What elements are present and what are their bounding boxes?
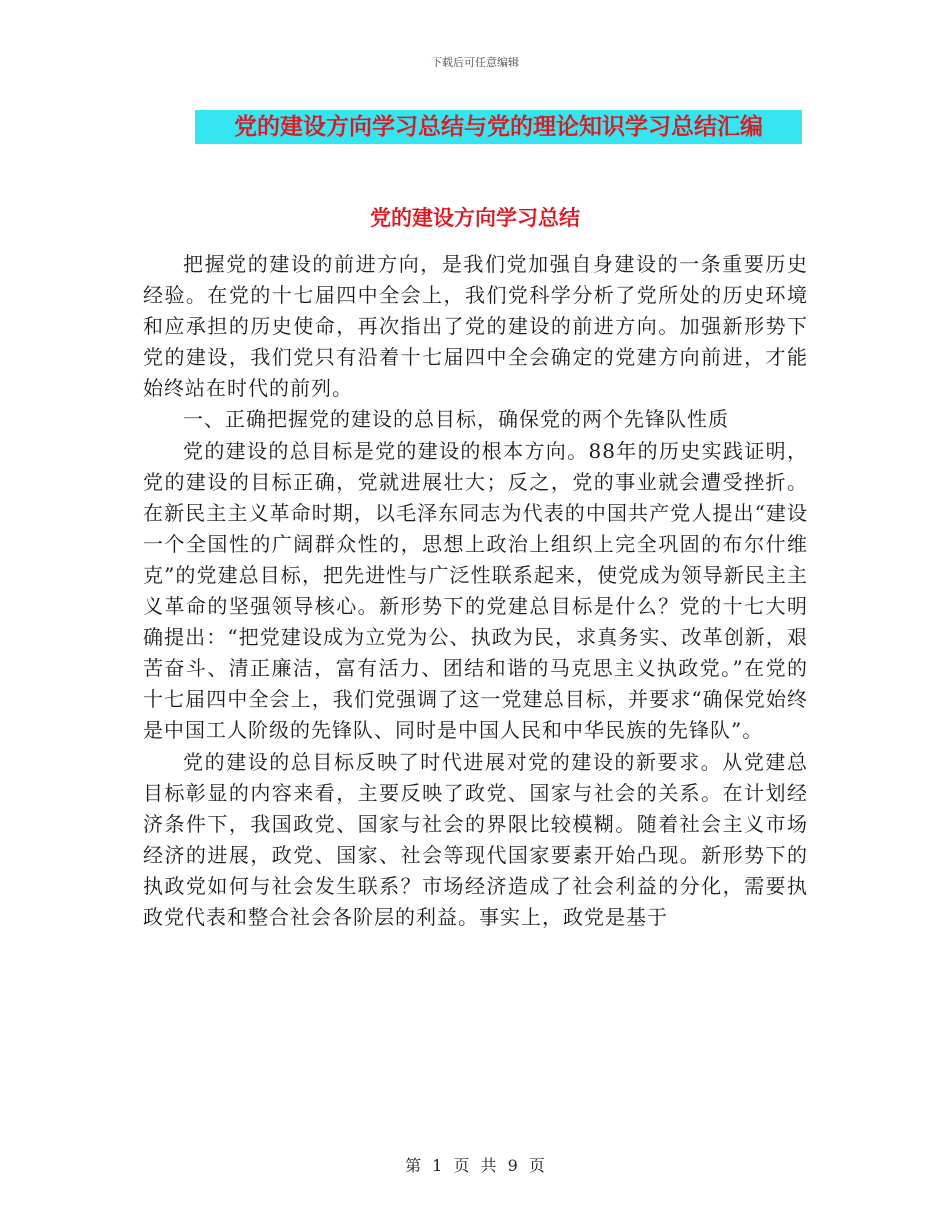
paragraph: 把握党的建设的前进方向，是我们党加强自身建设的一条重要历史经验。在党的十七届四中全会上，我们党科学分析了党所处的历史环境和应承担的历史使命，再次指出了党的建设的前进方向。加强新形势下党的建设，我们党只有沿着十七届四中全会确定的党建方向前进，才能始终站在时代的前列。 — [143, 252, 808, 401]
paragraph: 党的建设的总目标是党的建设的根本方向。88年的历史实践证明，党的建设的目标正确，党就进展壮大；反之，党的事业就会遭受挫折。在新民主主义革命时期，以毛泽东同志为代表的中国共产党人提出“建设一个全国性的广阔群众性的，思想上政治上组织上完全巩固的布尔什维克”的党建总目标，把先进性与广泛性联系起来，使党成为领导新民主主义革命的坚强领导核心。新形势下的党建总目标是什么？党的十七大明确提出：“把党建设成为立党为公、执政为民，求真务实、改革创新，艰苦奋斗、清正廉洁，富有活力、团结和谐的马克思主义执政党。”在党的十七届四中全会上，我们党强调了这一党建总目标，并要求“确保党始终是中国工人阶级的先锋队、同时是中国人民和中华民族的先锋队”。 — [143, 438, 808, 743]
document-body — [143, 249, 808, 933]
paragraph: 一、正确把握党的建设的总目标，确保党的两个先锋队性质 — [183, 407, 729, 432]
page-header-note: 下载后可任意编辑 — [431, 56, 519, 69]
section-title: 党的建设方向学习总结 — [370, 205, 580, 230]
paragraph: 党的建设的总目标反映了时代进展对党的建设的新要求。从党建总目标彰显的内容来看，主要反映了政党、国家与社会的关系。在计划经济条件下，我国政党、国家与社会的界限比较模糊。随着社会主义市场经济的进展，政党、国家、社会等现代国家要素开始凸现。新形势下的执政党如何与社会发生联系？市场经济造成了社会利益的分化，需要执政党代表和整合社会各阶层的利益。事实上，政党是基于 — [143, 749, 808, 929]
page-number: 第 1 页 共 9 页 — [405, 1156, 545, 1175]
document-title-highlight — [195, 110, 802, 144]
document-title: 党的建设方向学习总结与党的理论知识学习总结汇编 — [234, 113, 763, 140]
